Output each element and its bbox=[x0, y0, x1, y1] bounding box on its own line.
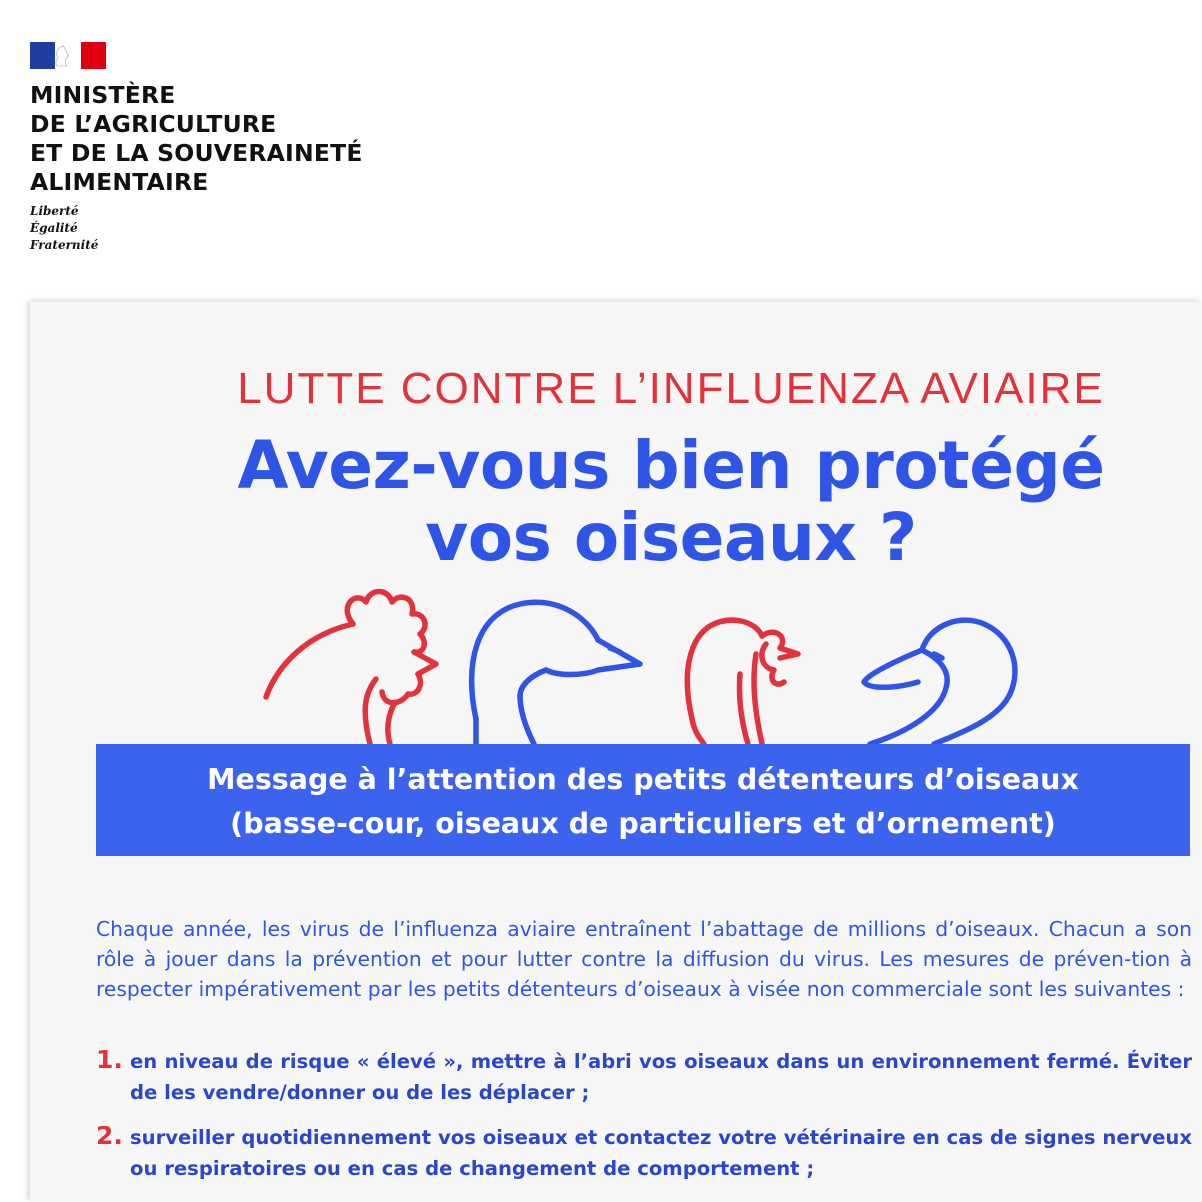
prevention-measures-list bbox=[96, 1046, 1192, 1198]
ministry-line: ALIMENTAIRE bbox=[30, 168, 209, 196]
motto-line: Fraternité bbox=[30, 238, 99, 252]
headline-line: vos oiseaux ? bbox=[425, 499, 917, 576]
banner-line: (basse-cour, oiseaux de particuliers et d’ornement) bbox=[230, 807, 1056, 840]
duck-icon bbox=[864, 620, 1015, 744]
measure-text: surveiller quotidiennement vos oiseaux et contactez votre vétérinaire en cas de signes nerveux ou respiratoires ou en cas de changement de comportement ; bbox=[130, 1126, 1192, 1180]
turkey-icon bbox=[687, 620, 798, 744]
list-item bbox=[96, 1046, 1192, 1108]
ministry-name bbox=[30, 81, 450, 197]
ministry-line: MINISTÈRE bbox=[30, 81, 176, 109]
measure-number: 1. bbox=[96, 1045, 123, 1074]
birds-illustration bbox=[258, 584, 1038, 744]
ministry-line: DE L’AGRICULTURE bbox=[30, 110, 277, 138]
list-item bbox=[96, 1122, 1192, 1184]
ministry-logo bbox=[30, 42, 450, 254]
measure-number: 2. bbox=[96, 1121, 123, 1150]
poster-panel bbox=[30, 302, 1202, 1202]
rooster-icon bbox=[266, 592, 436, 745]
motto-line: Égalité bbox=[30, 221, 78, 235]
audience-banner bbox=[96, 744, 1190, 856]
motto-line: Liberté bbox=[30, 204, 79, 218]
intro-paragraph: Chaque année, les virus de l’influenza aviaire entraînent l’abattage de millions d’oiseaux. Chacun a son rôle à jouer dans la prévention et pour lutter contre la diffusion du virus. Les mesures de préven-tion à respecter impérativement par les petits détenteurs d’oiseaux à visée non commerciale sont les suivantes : bbox=[96, 917, 1192, 1001]
republic-motto bbox=[30, 203, 450, 254]
headline-line: Avez-vous bien protégé bbox=[237, 427, 1105, 504]
goose-icon bbox=[472, 602, 640, 744]
measure-text: en niveau de risque « élevé », mettre à l’abri vos oiseaux dans un environnement fermé. Éviter de les vendre/donner ou de les déplacer ; bbox=[130, 1050, 1192, 1104]
poster-kicker: LUTTE CONTRE L’INFLUENZA AVIAIRE bbox=[237, 364, 1105, 413]
ministry-line: ET DE LA SOUVERAINETÉ bbox=[30, 139, 363, 167]
marianne-flag-icon bbox=[30, 42, 106, 69]
poster-headline bbox=[30, 427, 1202, 576]
banner-line: Message à l’attention des petits détenteurs d’oiseaux bbox=[207, 763, 1079, 796]
